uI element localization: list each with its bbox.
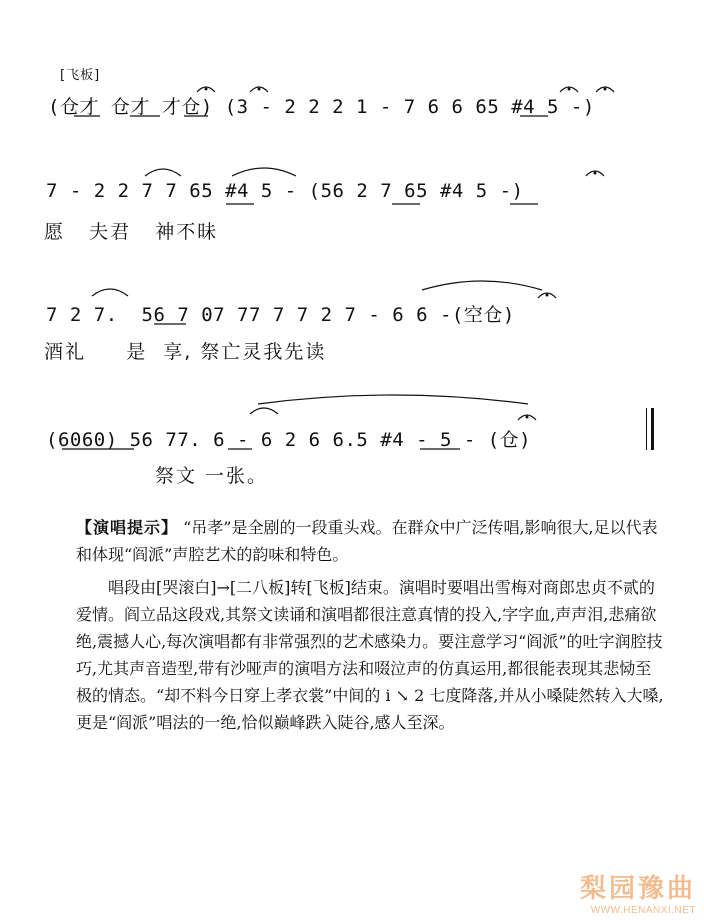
- section-label-feiban: [飞板]: [60, 68, 101, 83]
- final-barline-thin: [646, 408, 647, 450]
- lyric-line-4: 祭文 一张。: [155, 465, 269, 487]
- tips-text-1: “吊孝”是全剧的一段重头戏。在群众中广泛传唱,影响很大,足以代表和体现“阎派”声腔艺术的韵味和特色。: [76, 518, 658, 564]
- lyric-line-2: 愿 夫君 神不昧: [44, 221, 219, 243]
- tips-paragraph-2: 唱段由[哭滚白]→[二八板]转[飞板]结束。演唱时要唱出雪梅对商郎忠贞不贰的爱情。阎立品这段戏,其祭文读诵和演唱都很注意真情的投入,字字血,声声泪,悲痛欲绝,震撼人心,每次演唱都有非常强烈的艺术感染力。要注意学习“阎派”的吐字润腔技巧,尤其声音造型,带有沙哑声的演唱方法和啜泣声的仿真运用,都很能表现其悲恸至极的情态。“却不料今日穿上孝衣裳”中间的 i ↘ 2 七度降落,并从小嗓陡然转入大嗓,更是“阎派”唱法的一绝,恰似巅峰跌入陡谷,感人至深。: [76, 578, 664, 732]
- notation-line-2: 7 - 2 2 7 7 65 #4 5 - (56 2 7 65 #4 5 -): [46, 180, 524, 202]
- final-barline-thick: [651, 408, 654, 450]
- site-watermark: [580, 868, 696, 916]
- watermark-url: WWW.HENANXI.NET: [590, 905, 696, 916]
- singing-tips: [76, 514, 666, 742]
- notation-line-4: (6060) 56 77. 6 - 6 2 6 6.5 #4 - 5 - (仓): [46, 429, 532, 451]
- watermark-name: 梨园豫曲: [579, 874, 696, 904]
- lyric-line-3: 酒礼 是 享, 祭亡灵我先读: [44, 341, 327, 363]
- tips-paragraph-1: [76, 514, 666, 568]
- notation-line-3: 7 2 7. 56 7 07 77 7 7 2 7 - 6 6 -(空仓): [46, 304, 515, 326]
- tips-label: 【演唱提示】: [76, 518, 179, 537]
- notation-line-1: (仓才 仓才 才仓) (3 - 2 2 2 1 - 7 6 6 65 #4 5 -): [48, 96, 595, 118]
